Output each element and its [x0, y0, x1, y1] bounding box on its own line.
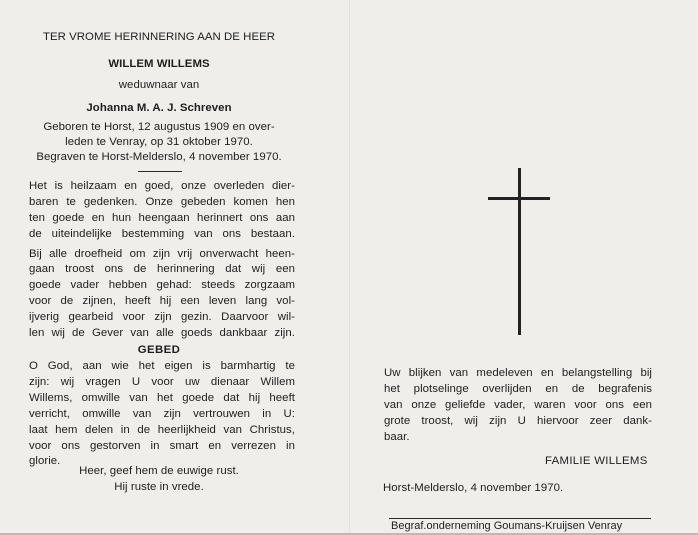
closing-line: Heer, geef hem de euwige rust. [79, 465, 239, 477]
paragraph-line: voor de zijnen, heeft hij een leven lang vol- [29, 295, 295, 307]
thanks-line: Uw blijken van medeleven en belangstelling bij [384, 367, 652, 379]
prayer-line: glorie. [29, 455, 61, 467]
footer-rule [389, 518, 651, 519]
prayer-line: zijn: wij vragen U voor uw dienaar Willem [29, 376, 295, 388]
paragraph-line: ijverig gearbeid voor zijn gezin. Daarvoor wil- [29, 311, 295, 323]
spouse-name: Johanna M. A. J. Schreven [86, 102, 232, 114]
prayer-line: verricht, omwille van zijn vertrouwen in U: [29, 408, 295, 420]
paragraph-line: de uiteindelijke bestemming van ons bestaan. [29, 228, 295, 240]
thanks-line: van onze geliefde vader, waren voor ons een [384, 399, 652, 411]
prayer-title: GEBED [137, 344, 181, 356]
birth-line: leden te Venray, op 31 oktober 1970. [65, 136, 253, 148]
paragraph-line: goede vader hebben gehad: steeds zorgzaam [29, 279, 295, 291]
prayer-line: laat hem delen in de heerlijkheid van Christus, [29, 424, 295, 436]
birth-line: Geboren te Horst, 12 augustus 1909 en over- [43, 121, 275, 133]
separator-rule [138, 171, 182, 172]
cross-bar [488, 197, 550, 200]
paragraph-line: len wij de Gever van alle goeds dankbaar zijn. [29, 327, 295, 339]
family-signature: FAMILIE WILLEMS [545, 455, 648, 467]
prayer-line: O God, aan wie het eigen is barmhartig te [29, 360, 295, 372]
closing-line: Hij ruste in vrede. [114, 481, 204, 493]
memorial-heading: TER VROME HERINNERING AAN DE HEER [42, 31, 276, 43]
fold-line [349, 0, 350, 535]
place-date: Horst-Melderslo, 4 november 1970. [383, 482, 564, 494]
undertaker-text: Begraf.onderneming Goumans-Kruijsen Venray [391, 520, 623, 532]
burial-line: Begraven te Horst-Melderslo, 4 november 1970. [36, 151, 282, 163]
paragraph-line: gaan troost ons de herinnering dat wij een [29, 263, 295, 275]
thanks-line: grote troost, wij zijn U hiervoor zeer dank- [384, 415, 652, 427]
paragraph-line: Bij alle droefheid om zijn vrij onverwacht heen- [29, 248, 295, 260]
prayer-line: voor ons gestorven in smart en verrezen in [29, 440, 295, 452]
prayer-line: Willems, omwille van het goede dat hij heeft [29, 392, 295, 404]
thanks-line: baar. [384, 431, 410, 443]
paragraph-line: ten goede en hun heengaan herinnert ons aan [29, 212, 295, 224]
thanks-line: het plotselinge overlijden en de begrafenis [384, 383, 652, 395]
relation-text: weduwnaar van [118, 79, 200, 91]
cross-icon [518, 168, 521, 335]
paragraph-line: baren te gedenken. Onze gebeden komen hen [29, 196, 295, 208]
paragraph-line: Het is heilzaam en goed, onze overleden dier- [29, 180, 295, 192]
deceased-name: WILLEM WILLEMS [108, 58, 210, 70]
